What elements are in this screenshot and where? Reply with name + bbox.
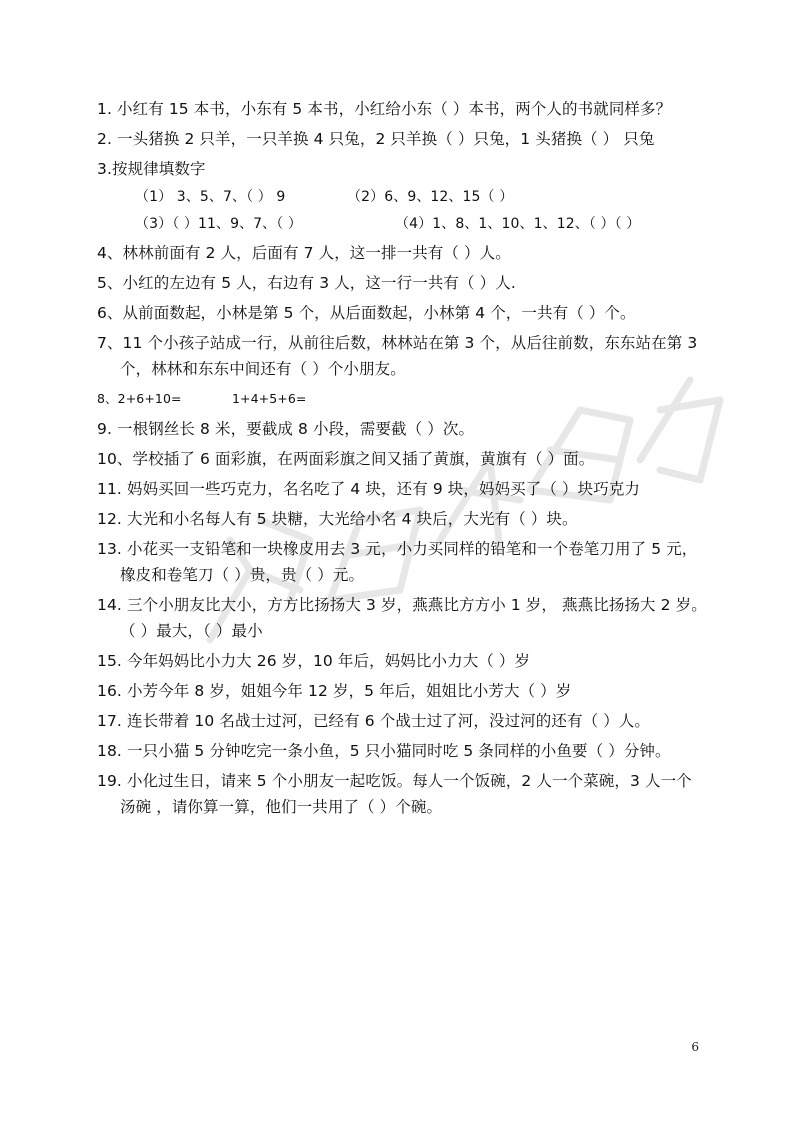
question-15: 15. 今年妈妈比小力大 26 岁，10 年后，妈妈比小力大（ ）岁 (97, 652, 531, 670)
question-19-line-1: 19. 小化过生日，请来 5 个小朋友一起吃饭。每人一个饭碗，2 人一个菜碗，3 人一个 (97, 772, 692, 790)
question-3-part-1: （1） 3、5、7、（ ） 9 (135, 189, 286, 205)
question-14-line-1: 14. 三个小朋友比大小，方方比扬扬大 3 岁，燕燕比方方小 1 岁， 燕燕比扬扬大 2 岁。 (97, 596, 707, 614)
question-14-line-2: （ ）最大，（ ）最小 (120, 622, 263, 640)
question-9: 9. 一根钢丝长 8 米，要截成 8 小段，需要截（ ）次。 (97, 420, 475, 438)
question-3-row-1 (97, 184, 707, 211)
question-8-expr-2: 1+4+5+6= (232, 391, 307, 406)
question-18: 18. 一只小猫 5 分钟吃完一条小鱼，5 只小猫同时吃 5 条同样的小鱼要（ ）分钟。 (97, 742, 671, 760)
question-12: 12. 大光和小名每人有 5 块糖，大光给小名 4 块后，大光有（ ）块。 (97, 510, 578, 528)
question-4: 4、林林前面有 2 人，后面有 7 人，这一排一共有（ ）人。 (97, 244, 511, 262)
question-10: 10、学校插了 6 面彩旗，在两面彩旗之间又插了黄旗，黄旗有（ ）面。 (97, 450, 595, 468)
question-list (97, 94, 707, 822)
question-13-line-2: 橡皮和卷笔刀（ ）贵，贵（ ）元。 (120, 566, 365, 584)
question-6: 6、从前面数起，小林是第 5 个，从后面数起，小林第 4 个，一共有（ ）个。 (97, 304, 636, 322)
question-3-part-4: （4）1、8、1、10、1、12、（ ）（ ） (395, 216, 641, 232)
question-19-line-2: 汤碗 ，请你算一算，他们一共用了（ ）个碗。 (120, 798, 443, 816)
question-3-part-3: （3）（ ）11、9、7、（ ） (135, 216, 303, 232)
question-7-line-1: 7、11 个小孩子站成一行，从前往后数，林林站在第 3 个，从后往前数，东东站在第 3 (97, 334, 698, 352)
question-3-row-2 (97, 211, 707, 238)
question-16: 16. 小芳今年 8 岁，姐姐今年 12 岁，5 年后，姐姐比小芳大（ ）岁 (97, 682, 572, 700)
question-5: 5、小红的左边有 5 人，右边有 3 人，这一行一共有（ ）人. (97, 274, 516, 292)
page-number: 6 (691, 1040, 699, 1054)
question-13-line-1: 13. 小花买一支铅笔和一块橡皮用去 3 元，小力买同样的铅笔和一个卷笔刀用了 5 元， (97, 540, 698, 558)
question-7-line-2: 个，林林和东东中间还有（ ）个小朋友。 (120, 360, 406, 378)
question-3-part-2: （2）6、9、12、15（ ） (347, 189, 514, 205)
question-8 (97, 384, 707, 414)
question-3-title: 3.按规律填数字 (97, 160, 206, 178)
question-17: 17. 连长带着 10 名战士过河，已经有 6 个战士过了河，没过河的还有（ ）人。 (97, 712, 650, 730)
question-1: 1. 小红有 15 本书，小东有 5 本书，小红给小东（ ）本书，两个人的书就同样多？ (97, 100, 672, 118)
question-2: 2. 一头猪换 2 只羊，一只羊换 4 只兔，2 只羊换（ ）只兔，1 头猪换（ ） 只兔 (97, 130, 655, 148)
question-8-expr-1: 8、2+6+10= (97, 391, 182, 406)
question-11: 11. 妈妈买回一些巧克力，名名吃了 4 块，还有 9 块，妈妈买了（ ）块巧克力 (97, 480, 641, 498)
